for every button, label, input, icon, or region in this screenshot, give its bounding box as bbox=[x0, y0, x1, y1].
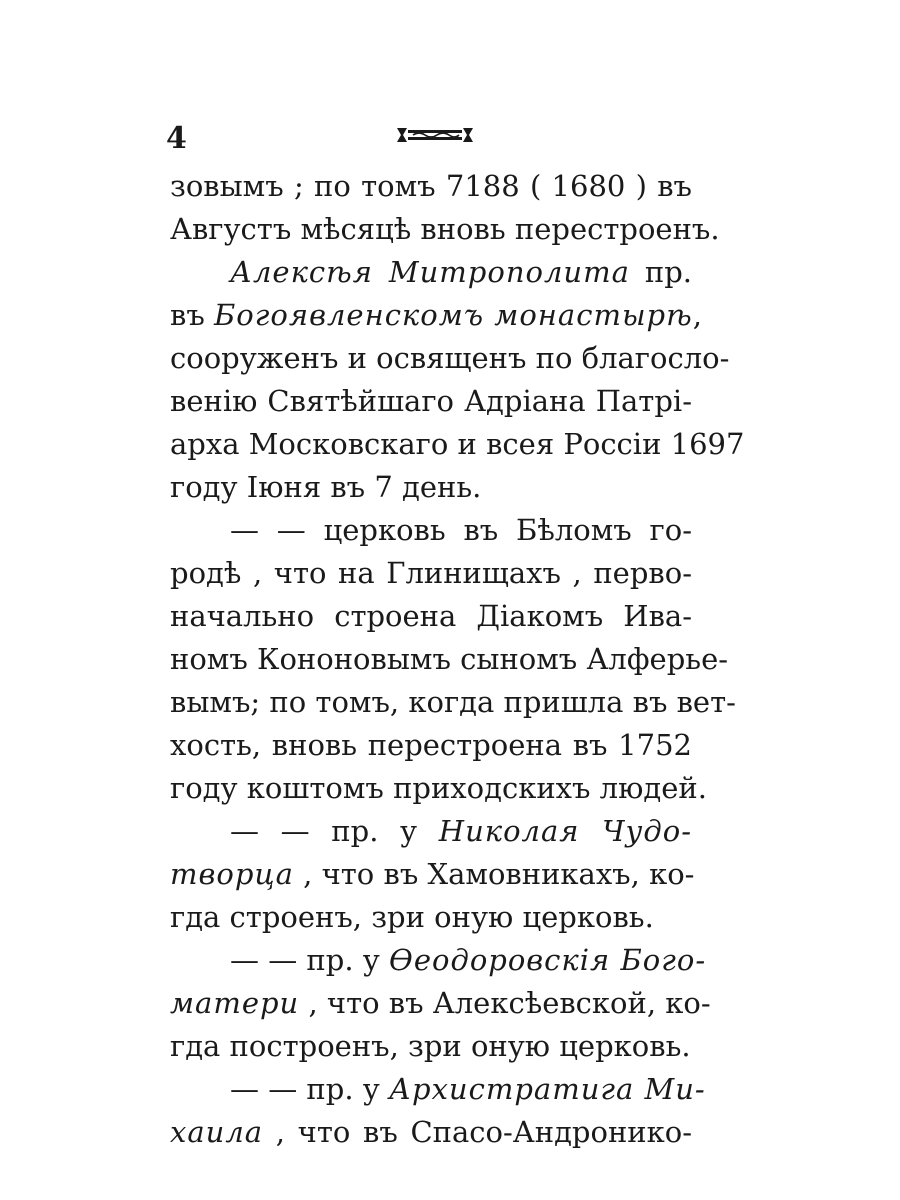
text-segment: , что въ Хамовникахъ, ко- bbox=[293, 857, 695, 891]
text-segment: въ bbox=[170, 298, 214, 332]
text-line bbox=[170, 510, 692, 553]
text-segment: венію Святѣйшаго Адріана Патрі- bbox=[170, 384, 692, 418]
text-line bbox=[170, 639, 729, 682]
text-line bbox=[170, 940, 707, 983]
text-line bbox=[170, 811, 692, 854]
text-segment: хость, вновь перестроена въ 1752 bbox=[170, 728, 692, 762]
text-line bbox=[170, 381, 692, 424]
italic-text-segment: Богоявленскомъ монастырѣ bbox=[214, 298, 693, 332]
text-segment: году коштомъ приходскихъ людей. bbox=[170, 771, 707, 805]
text-segment: , что въ Алексѣевской, ко- bbox=[299, 986, 711, 1020]
text-line bbox=[170, 682, 736, 725]
page-number: 4 bbox=[166, 121, 187, 156]
text-line bbox=[170, 897, 692, 940]
text-line bbox=[170, 1112, 692, 1155]
text-segment: гда построенъ, зри оную церковь. bbox=[170, 1029, 691, 1063]
text-segment: гда строенъ, зри оную церковь. bbox=[170, 900, 654, 934]
italic-text-segment: матери bbox=[170, 986, 300, 1020]
text-line bbox=[170, 725, 692, 768]
headpiece-ornament-icon bbox=[395, 124, 475, 146]
text-line bbox=[170, 854, 695, 897]
text-line bbox=[170, 1069, 706, 1112]
text-segment: — — пр. у bbox=[230, 943, 390, 977]
text-line bbox=[170, 252, 692, 295]
text-segment: Августъ мѣсяцѣ вновь перестроенъ. bbox=[170, 212, 720, 246]
italic-text-segment: Ѳеодоровскія Бого- bbox=[389, 943, 707, 977]
text-line bbox=[170, 209, 720, 252]
text-line bbox=[170, 295, 702, 338]
italic-text-segment: Архистратига Ми- bbox=[389, 1072, 706, 1106]
text-segment: пр. bbox=[629, 255, 692, 289]
text-line bbox=[170, 768, 707, 811]
text-segment: сооруженъ и освященъ по благосло- bbox=[170, 341, 730, 375]
text-line bbox=[170, 467, 692, 510]
text-segment: — — пр. у bbox=[230, 814, 439, 848]
text-line bbox=[170, 596, 692, 639]
text-line bbox=[170, 983, 711, 1026]
text-segment: зовымъ ; по томъ 7188 ( 1680 ) въ bbox=[170, 169, 692, 203]
text-line bbox=[170, 166, 692, 209]
text-segment: вымъ; по томъ, когда пришла въ вет- bbox=[170, 685, 736, 719]
text-segment: — — церковь въ Бѣломъ го- bbox=[230, 513, 692, 547]
italic-text-segment: Алексѣя Митрополита bbox=[230, 255, 630, 289]
italic-text-segment: хаила bbox=[170, 1115, 264, 1149]
text-segment: , что въ Спасо-Андронико- bbox=[263, 1115, 692, 1149]
italic-text-segment: Николая Чудо- bbox=[438, 814, 693, 848]
text-segment: начально строена Діакомъ Ива- bbox=[170, 599, 692, 633]
text-segment: — — пр. у bbox=[230, 1072, 390, 1106]
text-line bbox=[170, 424, 745, 467]
italic-text-segment: творца bbox=[170, 857, 294, 891]
text-line bbox=[170, 338, 730, 381]
body-text bbox=[170, 166, 745, 1155]
text-line bbox=[170, 553, 692, 596]
text-line bbox=[170, 1026, 692, 1069]
text-segment: родѣ , что на Глинищахъ , перво- bbox=[170, 556, 692, 590]
text-segment: , bbox=[692, 298, 702, 332]
text-segment: году Іюня въ 7 день. bbox=[170, 470, 482, 504]
text-segment: номъ Кононовымъ сыномъ Алферье- bbox=[170, 642, 729, 676]
text-segment: арха Московскаго и всея Россіи 1697 bbox=[170, 427, 745, 461]
